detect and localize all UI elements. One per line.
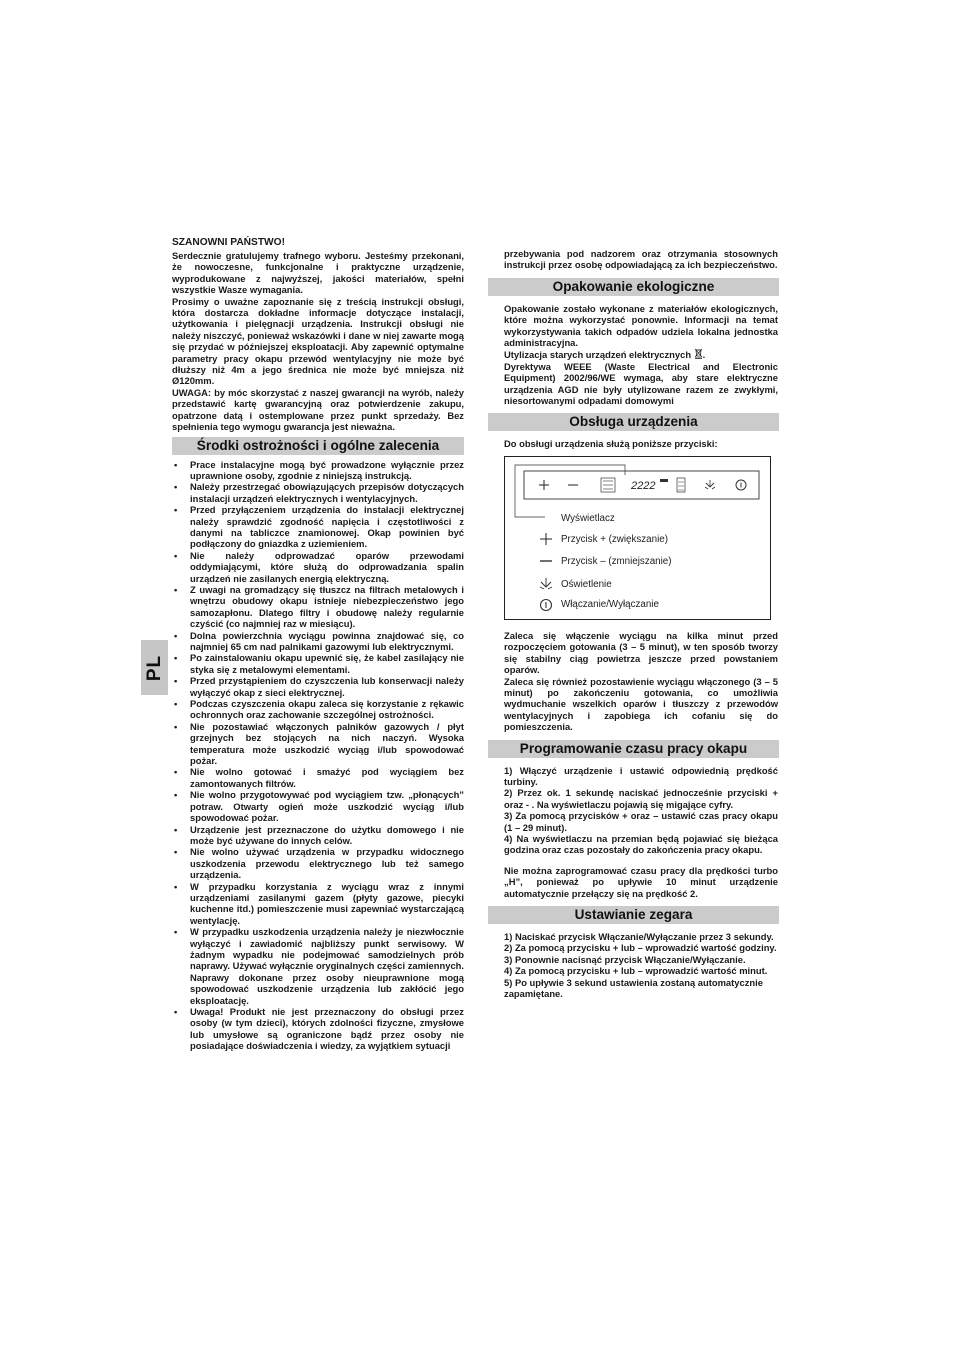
legend-light-label: Oświetlenie bbox=[561, 578, 612, 590]
list-item: • Podczas czyszczenia okapu zaleca się korzystanie z rękawic ochronnych oraz zachowanie szczególnej ostrożności. bbox=[172, 698, 464, 721]
timer-section-title: Programowanie czasu pracy okapu bbox=[488, 740, 779, 758]
legend-power-label: Włączanie/Wyłączanie bbox=[561, 598, 659, 610]
safety-section-title: Środki ostrożności i ogólne zalecenia bbox=[172, 437, 464, 455]
packaging-section-title: Opakowanie ekologiczne bbox=[488, 278, 779, 296]
weee-line: Utylizacja starych urządzeń elektrycznych . bbox=[504, 349, 706, 361]
legend-power-icon bbox=[541, 599, 552, 610]
weee-heading: Utylizacja starych urządzeń elektrycznych bbox=[504, 349, 692, 361]
operation-intro: Do obsługi urządzenia służą poniższe przyciski: bbox=[504, 438, 718, 450]
clock-step: 4) Za pomocą przycisku + lub – wprowadzić wartość minut. bbox=[504, 965, 768, 977]
timer-step: 2) Przez ok. 1 sekundę naciskać jednocześnie przyciski + oraz - . Na wyświetlaczu pojawią się migające cyfry. bbox=[504, 787, 778, 810]
list-item: • Po zainstalowaniu okapu upewnić się, że kabel zasilający nie styka się z metalowymi elementami. bbox=[172, 652, 464, 675]
clock-step: 2) Za pomocą przycisku + lub – wprowadzić wartość godziny. bbox=[504, 942, 777, 954]
continuation-paragraph: przebywania pod nadzorem oraz otrzymania stosownych instrukcji przez osobę odpowiadającą za ich bezpieczeństwo. bbox=[504, 248, 778, 271]
list-item: • Nie wolno używać urządzenia w przypadku widocznego uszkodzenia przewodu elektrycznego lub też samego urządzenia. bbox=[172, 846, 464, 880]
legend-plus-label: Przycisk + (zwiększanie) bbox=[561, 533, 668, 545]
weee-directive-text: Dyrektywa WEEE (Waste Electrical and Electronic Equipment) 2002/96/WE wymaga, aby stare elektryczne urządzenia AGD nie były utylizowane razem ze zwykłymi, niesortowanymi odpadami domowymi bbox=[504, 360, 778, 407]
language-tab bbox=[141, 640, 168, 695]
packaging-text: Opakowanie zostało wykonane z materiałów ekologicznych, które można wykorzystać ponownie. Informacji na temat wykorzystywania takich odpadów udziela lokalna jednostka administracyjna. bbox=[504, 302, 778, 349]
legend-light-icon bbox=[540, 578, 552, 589]
intro-paragraph-2: Prosimy o uważne zapoznanie się z treścią instrukcji obsługi, która dostarcza dokładne informacje dotyczące instalacji, użytkowania i pielęgnacji urządzenia. Instrukcji obsługi nie należy niszczyć, ponieważ wskazówki i dane w niej zawarte mogą się przydać w późniejszej eksploatacji. Aby zapewnić optymalne parametry pracy okapu przewód wentylacyjny nie może być dłuższy niż 4m a jego średnica nie może być mniejsza niż Ø120mm. bbox=[172, 295, 464, 387]
list-item: • Uwaga! Produkt nie jest przeznaczony do obsługi przez osoby (w tym dzieci), których zdolności fizyczne, zmysłowe lub umysłowe są ograniczone bądź przez osoby nie posiadające doświadczenia i wiedzy, za wyjątkiem sytuacji bbox=[172, 1006, 464, 1052]
list-item: • Przed przyłączeniem urządzenia do instalacji elektrycznej należy sprawdzić zgodność napięcia i częstotliwości z danymi na tabliczce znamionowej. Okap powinien być podłączony do gniazdka z uziemieniem. bbox=[172, 504, 464, 550]
language-tab-label: PL bbox=[143, 654, 165, 681]
list-item: • Prace instalacyjne mogą być prowadzone wyłącznie przez uprawnione osoby, zgodnie z niniejszą instrukcją. bbox=[172, 459, 464, 482]
weee-bin-icon bbox=[694, 348, 703, 359]
right-column bbox=[504, 248, 778, 999]
list-item: • Nie pozostawiać włączonych palników gazowych / płyt grzejnych bez stojących na nich naczyń. Wysoka temperatura może uszkodzić wyciąg i/lub spowodować pożar. bbox=[172, 721, 464, 767]
warranty-paragraph: UWAGA: by móc skorzystać z naszej gwarancji na wyrób, należy przedstawić kartę gwarancyjną oraz potwierdzenie zakupu, opatrzone datą i ostemplowane przez punkt sprzedaży. Bez spełnienia tego wymogu gwarancja jest nieważna. bbox=[172, 386, 464, 433]
legend-plus-icon bbox=[540, 533, 552, 545]
list-item: • Urządzenie jest przeznaczone do użytku domowego i nie może być używane do innych celów. bbox=[172, 824, 464, 847]
timer-note: Nie można zaprogramować czasu pracy dla prędkości turbo „H”, ponieważ po upływie 10 minut urządzenie automatycznie przełączy się na prędkość 2. bbox=[504, 864, 778, 899]
legend-minus-label: Przycisk – (zmniejszanie) bbox=[561, 555, 672, 567]
list-item: • Nie należy odprowadzać oparów przewodami oddymiającymi, które służą do odprowadzania spalin urządzeń nie zasilanych energią elektryczną. bbox=[172, 550, 464, 584]
list-item: • W przypadku korzystania z wyciągu wraz z innymi urządzeniami zasilanymi gazem (płyty gazowe, piecyki kuchenne itd.) pomieszczenie musi zapewniać wystarczającą wentylację. bbox=[172, 881, 464, 927]
list-item: • Należy przestrzegać obowiązujących przepisów dotyczących instalacji urządzeń elektrycznych i wentylacyjnych. bbox=[172, 481, 464, 504]
operation-text-1: Zaleca się włączenie wyciągu na kilka minut przed rozpoczęciem gotowania (3 – 5 minut), w ten sposób tworzy się stabilny ciąg powietrza jeszcze przed powstaniem oparów. bbox=[504, 629, 778, 676]
list-item: • W przypadku uszkodzenia urządzenia należy je niezwłocznie wyłączyć i zawiadomić najbliższy punkt serwisowy. W żadnym wypadku nie podejmować samodzielnych prób naprawy. Używać wyłącznie oryginalnych części zamiennych. Naprawy dokonane przez osoby nieuprawnione mogą spowodować uszkodzenie urządzenia lub zakłócić jego eksploatację. bbox=[172, 926, 464, 1006]
timer-step: 4) Na wyświetlaczu na przemian będą pojawiać się bieżąca godzina oraz czas pozostały do zakończenia pracy okapu. bbox=[504, 832, 778, 856]
operation-section-title: Obsługa urządzenia bbox=[488, 413, 779, 431]
list-item: • Nie wolno przygotowywać pod wyciągiem tzw. „płonących” potraw. Otwarty ogień może uszkodzić wyciąg i/lub spowodować pożar. bbox=[172, 789, 464, 823]
clock-step: 5) Po upływie 3 sekund ustawienia zostaną automatycznie zapamiętane. bbox=[504, 976, 763, 1000]
legend-display-label: Wyświetlacz bbox=[561, 512, 615, 524]
display-digits: 2222 bbox=[631, 479, 656, 492]
safety-list bbox=[172, 459, 464, 1052]
list-item: • Nie wolno gotować i smażyć pod wyciągiem bez zamontowanych filtrów. bbox=[172, 766, 464, 789]
greeting-heading: SZANOWNI PAŃSTWO! bbox=[172, 237, 285, 248]
intro-paragraph-1: Serdecznie gratulujemy trafnego wyboru. Jesteśmy przekonani, że nowoczesne, funkcjonalne i praktyczne urządzenie, wyprodukowane z najwyższej, jakości materiałów, spełni wszystkie Wasze wymagania. bbox=[172, 250, 464, 296]
control-panel-diagram bbox=[504, 456, 771, 620]
list-item: • Przed przystąpieniem do czyszczenia lub konserwacji należy wyłączyć okap z sieci elektrycznej. bbox=[172, 675, 464, 698]
clock-section-title: Ustawianie zegara bbox=[488, 906, 779, 924]
left-column bbox=[172, 237, 464, 1052]
list-item: • Dolna powierzchnia wyciągu powinna znajdować się, co najmniej 65 cm nad palnikami gazowymi lub elektrycznymi. bbox=[172, 630, 464, 653]
clock-step: 1) Naciskać przycisk Włączanie/Wyłączanie przez 3 sekundy. bbox=[504, 931, 774, 942]
clock-step: 3) Ponownie nacisnąć przycisk Włączanie/Wyłączanie. bbox=[504, 953, 746, 965]
operation-text-2: Zaleca się również pozostawienie wyciągu włączonego (3 – 5 minut) po zakończeniu gotowania, co umożliwia wydmuchanie wszelkich oparów i tłuszczy z przewodów wentylacyjnych i zapobiega ich cofaniu się do pomieszczenia. bbox=[504, 675, 778, 733]
timer-step: 1) Włączyć urządzenie i ustawić odpowiednią prędkość turbiny. bbox=[504, 764, 778, 787]
list-item: • Z uwagi na gromadzący się tłuszcz na filtrach metalowych i wnętrzu obudowy okapu istnieje niebezpieczeństwo jego samozapłonu. Dlatego filtry i obudowę należy regularnie czyścić (co najmniej raz w miesiącu). bbox=[172, 584, 464, 630]
timer-step: 3) Za pomocą przycisków + oraz – ustawić czas pracy okapu (1 – 29 minut). bbox=[504, 810, 778, 833]
